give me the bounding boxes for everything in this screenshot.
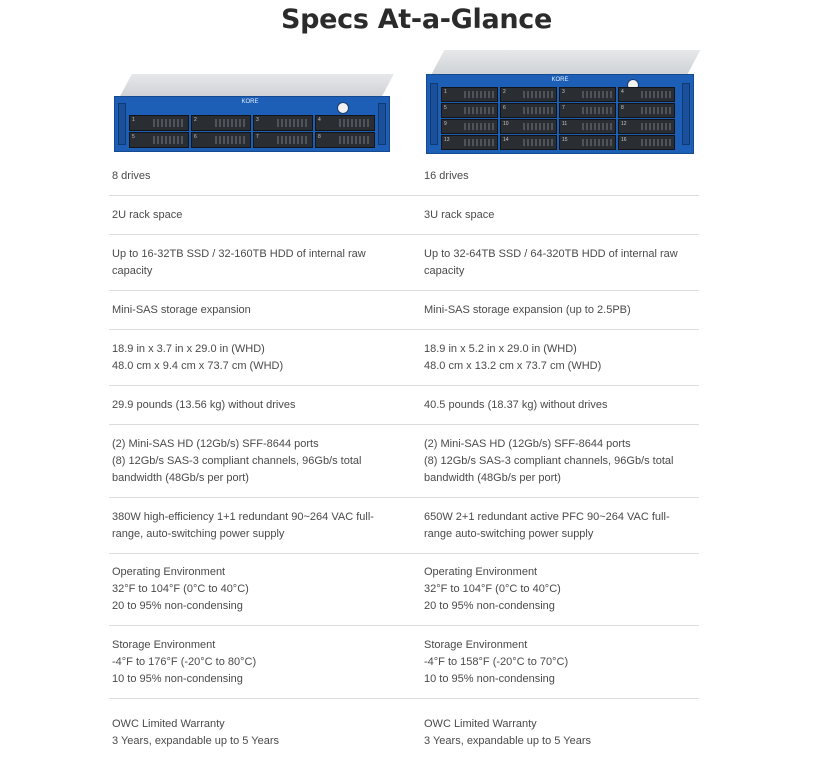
spec-row [109, 626, 699, 699]
server-brand-label: KORE [241, 99, 259, 105]
drive-bay-grill [641, 107, 671, 114]
spec-line: 18.9 in x 5.2 in x 29.0 in (WHD) [424, 343, 577, 355]
drive-bay-grill [339, 136, 371, 144]
drive-bay-number: 2 [503, 89, 506, 95]
spec-line: Storage Environment [424, 639, 528, 651]
drive-bay-number: 6 [503, 105, 506, 111]
spec-cell-left [109, 554, 421, 625]
spec-line: capacity [112, 265, 153, 277]
spec-line: 40.5 pounds (18.37 kg) without drives [424, 399, 608, 411]
spec-line: OWC Limited Warranty [424, 718, 537, 730]
spec-line: 48.0 cm x 9.4 cm x 73.7 cm (WHD) [112, 360, 284, 372]
spec-line: 32°F to 104°F (0°C to 40°C) [112, 583, 249, 595]
drive-bay [191, 132, 251, 148]
spec-line: 20 to 95% non-condensing [424, 600, 555, 612]
spec-row [109, 386, 699, 425]
drive-bay-number: 1 [444, 89, 447, 95]
spec-line: (2) Mini-SAS HD (12Gb/s) SFF-8644 ports [112, 438, 319, 450]
drive-bay-number: 7 [256, 134, 259, 140]
spec-line: 2U rack space [112, 209, 183, 221]
drive-bay [618, 135, 675, 150]
drive-bay [618, 103, 675, 118]
drive-bay-number: 11 [562, 121, 568, 127]
drive-bay-number: 8 [318, 134, 321, 140]
drive-bay [559, 135, 616, 150]
spec-line: 32°F to 104°F (0°C to 40°C) [424, 583, 561, 595]
spec-line: Up to 16-32TB SSD / 32-160TB HDD of internal raw [112, 248, 366, 260]
drive-bay [618, 87, 675, 102]
drive-bay-grill [641, 123, 671, 130]
spec-cell-left [109, 158, 421, 195]
drive-bay-number: 4 [621, 89, 624, 95]
drive-bay-grill [277, 136, 309, 144]
drive-bay-grill [523, 139, 553, 146]
spec-row [109, 425, 699, 498]
spec-cell-right [421, 386, 699, 424]
spec-line: 8 drives [112, 170, 151, 182]
spec-cell-right [421, 158, 699, 195]
drive-bay-number: 12 [621, 121, 627, 127]
drive-bay-grill [339, 119, 371, 127]
drive-bay [315, 115, 375, 131]
drive-bay-number: 10 [503, 121, 509, 127]
drive-bay-number: 4 [318, 117, 321, 123]
drive-bay [191, 115, 251, 131]
spec-cell-left [109, 498, 421, 553]
spec-cell-right [421, 498, 699, 553]
spec-line: Storage Environment [112, 639, 216, 651]
drive-bay-number: 16 [621, 137, 627, 143]
drive-bay-number: 2 [194, 117, 197, 123]
spec-line: -4°F to 158°F (-20°C to 70°C) [424, 656, 569, 668]
spec-line: Mini-SAS storage expansion (up to 2.5PB) [424, 304, 631, 316]
drive-bay-number: 8 [621, 105, 624, 111]
drive-bay-grill [582, 139, 612, 146]
drive-bay-grill [523, 123, 553, 130]
spec-line: 20 to 95% non-condensing [112, 600, 243, 612]
spec-cell-left [109, 386, 421, 424]
drive-bay [500, 103, 557, 118]
drive-bay-number: 9 [444, 121, 447, 127]
spec-line: Operating Environment [112, 566, 226, 578]
spec-cell-right [421, 699, 699, 767]
spec-cell-left [109, 626, 421, 698]
spec-line: (8) 12Gb/s SAS-3 compliant channels, 96Gb/s total [112, 455, 362, 467]
drive-bay [129, 132, 189, 148]
drive-bay-grill [464, 107, 494, 114]
spec-cell-right [421, 196, 699, 234]
spec-line: (8) 12Gb/s SAS-3 compliant channels, 96Gb/s total [424, 455, 674, 467]
drive-bay-number: 6 [194, 134, 197, 140]
drive-bay-number: 5 [132, 134, 135, 140]
server-image-3u [424, 50, 696, 154]
spec-cell-left [109, 291, 421, 329]
spec-cell-right [421, 330, 699, 385]
owc-logo-icon [337, 102, 349, 114]
spec-line: (2) Mini-SAS HD (12Gb/s) SFF-8644 ports [424, 438, 631, 450]
drive-bay-grill [464, 123, 494, 130]
spec-line: range, auto-switching power supply [112, 528, 285, 540]
spec-row [109, 291, 699, 330]
spec-cell-right [421, 235, 699, 290]
drive-bay-grill [277, 119, 309, 127]
spec-line: Mini-SAS storage expansion [112, 304, 251, 316]
drive-bay [559, 87, 616, 102]
drive-bay [253, 132, 313, 148]
spec-cell-left [109, 235, 421, 290]
spec-line: 48.0 cm x 13.2 cm x 73.7 cm (WHD) [424, 360, 602, 372]
spec-line: 3 Years, expandable up to 5 Years [112, 735, 279, 747]
spec-cell-right [421, 554, 699, 625]
specs-table [109, 158, 699, 767]
drive-bay-grill [582, 107, 612, 114]
drive-bay [441, 103, 498, 118]
drive-bay [559, 103, 616, 118]
drive-bay-grill [464, 139, 494, 146]
drive-bay-grill [582, 123, 612, 130]
spec-line: 650W 2+1 redundant active PFC 90~264 VAC full- [424, 511, 670, 523]
drive-bay-grill [153, 119, 185, 127]
spec-cell-right [421, 626, 699, 698]
spec-cell-left [109, 425, 421, 497]
spec-row [109, 158, 699, 196]
drive-bay [129, 115, 189, 131]
spec-line: 10 to 95% non-condensing [424, 673, 555, 685]
spec-row [109, 699, 699, 767]
spec-line: -4°F to 176°F (-20°C to 80°C) [112, 656, 257, 668]
drive-bay-number: 7 [562, 105, 565, 111]
spec-row [109, 196, 699, 235]
drive-bay-grill [464, 91, 494, 98]
drive-bay-number: 3 [256, 117, 259, 123]
spec-row [109, 235, 699, 291]
drive-bay-grill [641, 91, 671, 98]
drive-bay [559, 119, 616, 134]
spec-line: capacity [424, 265, 465, 277]
spec-line: 3U rack space [424, 209, 495, 221]
drive-bay-grill [523, 107, 553, 114]
drive-bay-grill [641, 139, 671, 146]
spec-cell-left [109, 699, 421, 767]
server-image-2u [112, 74, 392, 154]
drive-bay-number: 5 [444, 105, 447, 111]
spec-line: range auto-switching power supply [424, 528, 594, 540]
spec-line: bandwidth (48Gb/s per port) [424, 472, 561, 484]
spec-line: bandwidth (48Gb/s per port) [112, 472, 249, 484]
page-title: Specs At-a-Glance [280, 4, 553, 35]
product-images [0, 46, 833, 158]
drive-bay-grill [153, 136, 185, 144]
drive-bay-number: 14 [503, 137, 509, 143]
drive-bay-grill [523, 91, 553, 98]
drive-bay-number: 1 [132, 117, 135, 123]
spec-line: OWC Limited Warranty [112, 718, 225, 730]
spec-row [109, 498, 699, 554]
drive-bay [500, 135, 557, 150]
spec-cell-right [421, 291, 699, 329]
drive-bay [500, 119, 557, 134]
drive-bay-grill [215, 136, 247, 144]
drive-bay [315, 132, 375, 148]
spec-line: 380W high-efficiency 1+1 redundant 90~264 VAC full- [112, 511, 374, 523]
drive-bay-grill [582, 91, 612, 98]
spec-line: Up to 32-64TB SSD / 64-320TB HDD of internal raw [424, 248, 678, 260]
drive-bay-number: 13 [444, 137, 450, 143]
server-brand-label: KORE [551, 77, 569, 83]
spec-row [109, 330, 699, 386]
drive-bay [500, 87, 557, 102]
spec-line: 29.9 pounds (13.56 kg) without drives [112, 399, 296, 411]
drive-bay-number: 3 [562, 89, 565, 95]
spec-line: 3 Years, expandable up to 5 Years [424, 735, 591, 747]
drive-bay [441, 87, 498, 102]
drive-bay [441, 135, 498, 150]
spec-line: 10 to 95% non-condensing [112, 673, 243, 685]
spec-line: 16 drives [424, 170, 469, 182]
spec-cell-right [421, 425, 699, 497]
spec-cell-left [109, 196, 421, 234]
drive-bay [618, 119, 675, 134]
spec-line: 18.9 in x 3.7 in x 29.0 in (WHD) [112, 343, 265, 355]
drive-bay [253, 115, 313, 131]
drive-bay-number: 15 [562, 137, 568, 143]
spec-cell-left [109, 330, 421, 385]
spec-line: Operating Environment [424, 566, 538, 578]
drive-bay [441, 119, 498, 134]
spec-row [109, 554, 699, 626]
drive-bay-grill [215, 119, 247, 127]
